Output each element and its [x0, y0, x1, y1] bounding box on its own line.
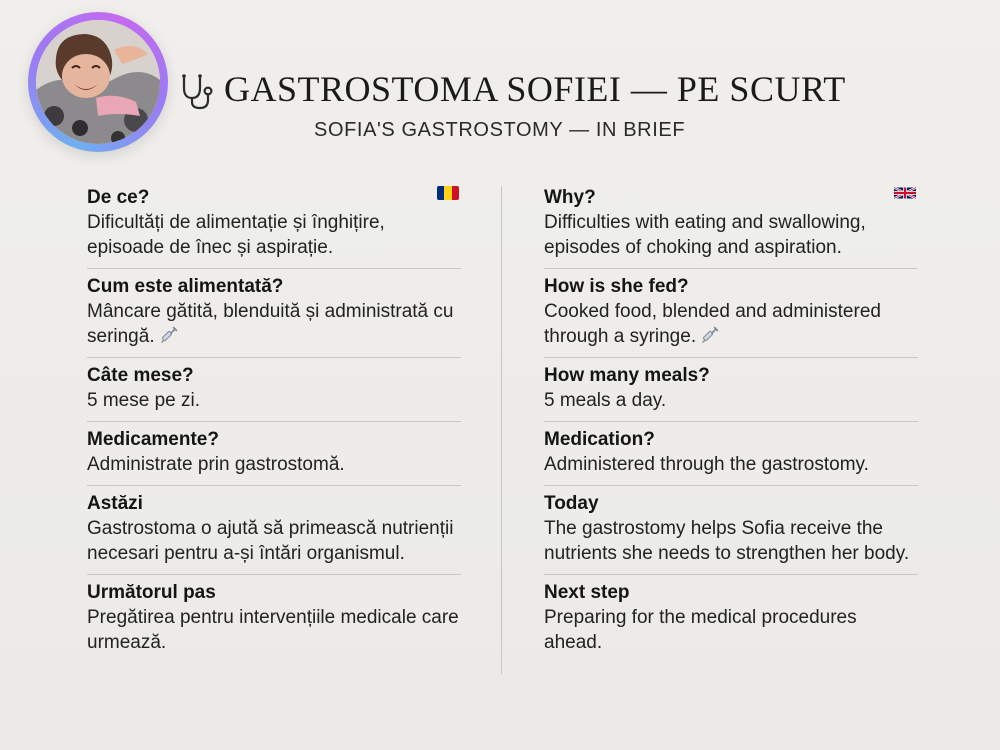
section-medication-ro — [87, 422, 461, 486]
stethoscope-icon — [176, 72, 216, 112]
section-text: Gastrostoma o ajută să primească nutrienții necesari pentru a-și întări organismul. — [87, 518, 454, 564]
section-text: Administrate prin gastrostomă. — [87, 454, 345, 475]
section-text: 5 mese pe zi. — [87, 390, 200, 411]
section-next-step-ro — [87, 575, 461, 663]
section-text: Administered through the gastrostomy. — [544, 454, 869, 475]
section-text: Pregătirea pentru intervențiile medicale care urmează. — [87, 607, 459, 653]
section-feeding-en — [544, 269, 918, 358]
section-title: Today — [544, 493, 599, 514]
section-title: Why? — [544, 187, 596, 208]
section-title: How is she fed? — [544, 276, 689, 297]
section-meals-ro — [87, 358, 461, 422]
syringe-icon — [159, 325, 179, 345]
section-title: Cum este alimentată? — [87, 276, 284, 297]
section-why-en — [544, 180, 918, 269]
section-today-en — [544, 486, 918, 575]
section-medication-en — [544, 422, 918, 486]
child-portrait-photo — [36, 20, 160, 144]
section-title: Medicamente? — [87, 429, 219, 450]
section-text: 5 meals a day. — [544, 390, 667, 411]
section-text-wrap — [87, 299, 461, 349]
section-text: Cooked food, blended and administered through a syringe. — [544, 301, 881, 347]
section-feeding-ro — [87, 269, 461, 358]
section-text-wrap — [544, 299, 918, 349]
avatar-ring — [28, 12, 168, 152]
page-title: GASTROSTOMA SOFIEI — PE SCURT — [224, 69, 846, 109]
page-subtitle: SOFIA'S GASTROSTOMY — IN BRIEF — [314, 119, 686, 141]
romanian-column — [87, 180, 461, 663]
english-column — [544, 180, 918, 663]
section-title: Următorul pas — [87, 582, 216, 603]
section-text: Difficulties with eating and swallowing, episodes of choking and aspiration. — [544, 212, 866, 258]
section-title: De ce? — [87, 187, 150, 208]
section-title: Medication? — [544, 429, 655, 450]
column-divider — [501, 186, 502, 674]
section-title: Câte mese? — [87, 365, 194, 386]
section-text: The gastrostomy helps Sofia receive the nutrients she needs to strengthen her body. — [544, 518, 910, 564]
section-why-ro — [87, 180, 461, 269]
syringe-icon — [700, 325, 720, 345]
section-title: Astăzi — [87, 493, 143, 514]
section-title: How many meals? — [544, 365, 710, 386]
section-meals-en — [544, 358, 918, 422]
section-title: Next step — [544, 582, 630, 603]
section-today-ro — [87, 486, 461, 575]
section-text: Mâncare gătită, blenduită și administrată cu seringă. — [87, 301, 454, 347]
section-text: Preparing for the medical procedures ahead. — [544, 607, 857, 653]
section-text: Dificultăți de alimentație și înghițire, episoade de înec și aspirație. — [87, 212, 385, 258]
avatar — [36, 20, 160, 144]
section-next-step-en — [544, 575, 918, 663]
